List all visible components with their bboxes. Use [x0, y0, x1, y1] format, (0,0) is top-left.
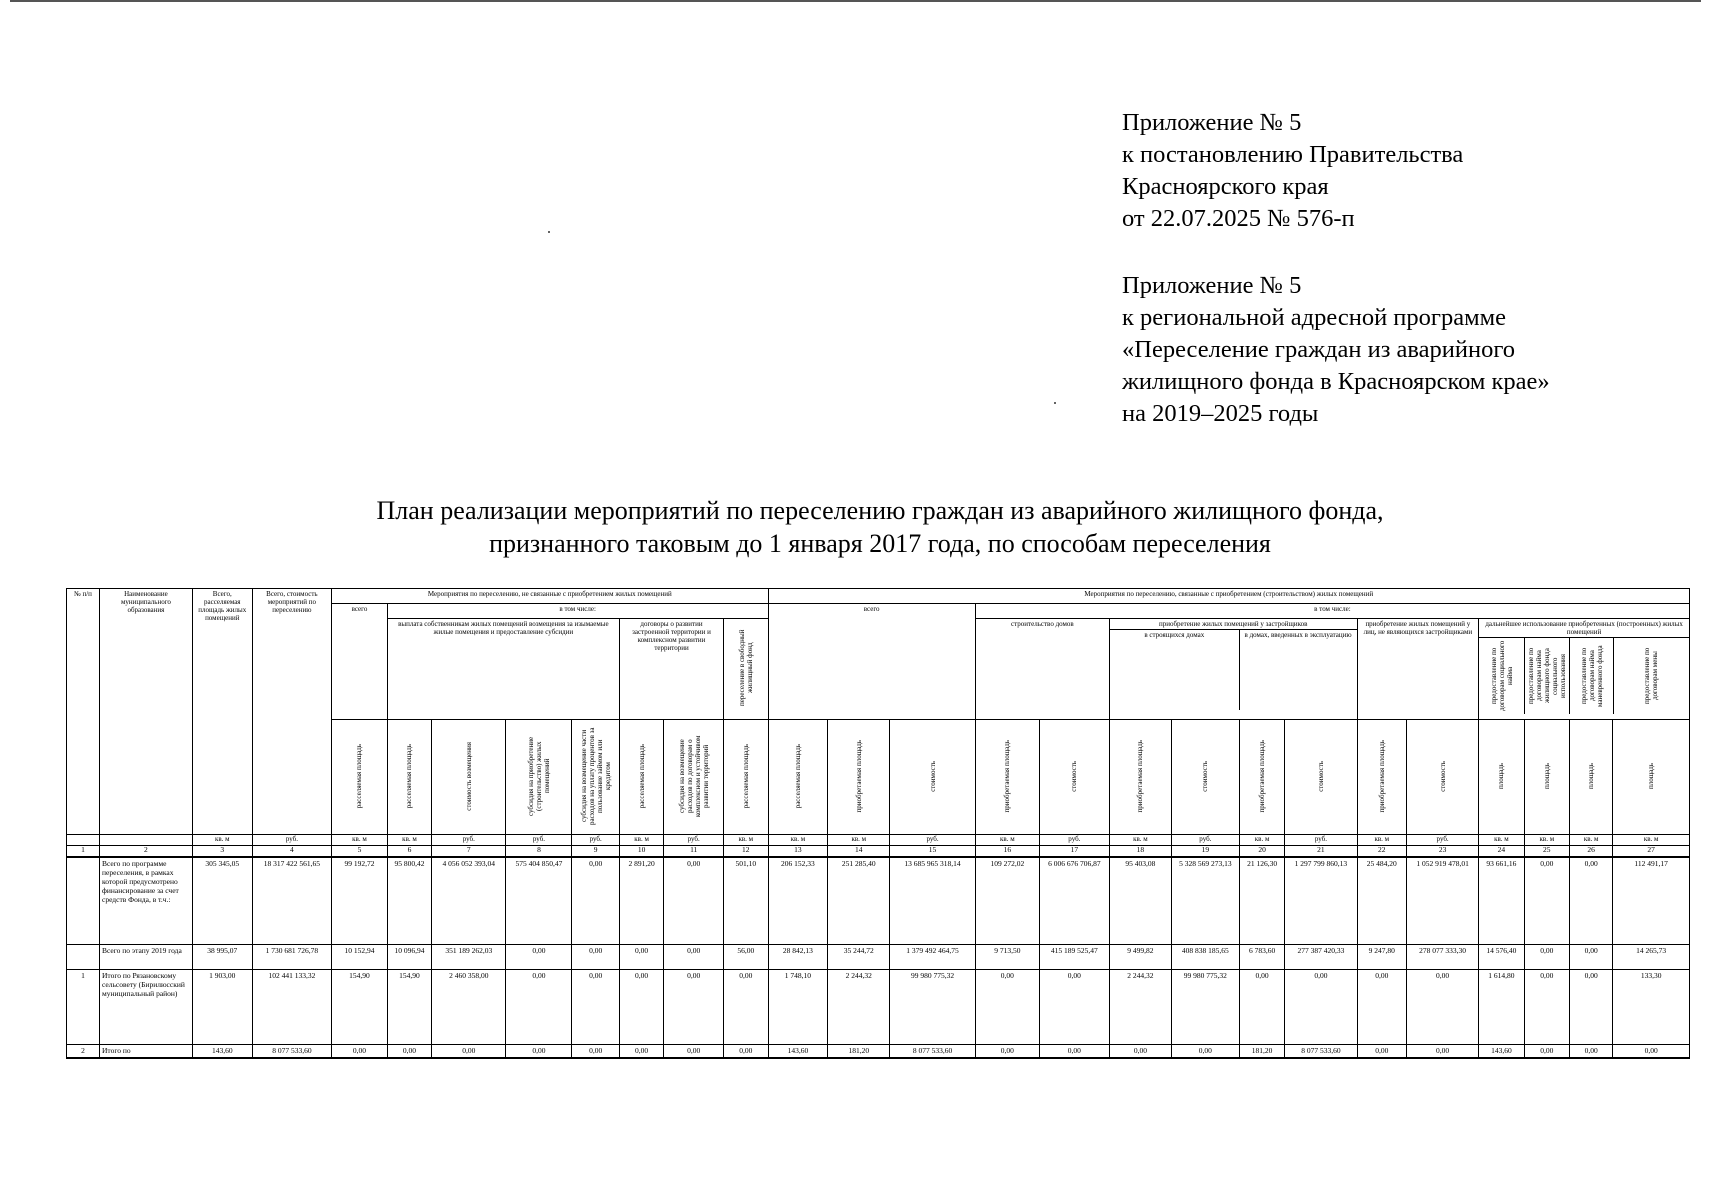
col-number: 25 — [1524, 846, 1569, 858]
col-header-19: стоимость — [1171, 720, 1239, 835]
cell: 9 247,80 — [1357, 945, 1407, 970]
unit-cell: кв. м — [1357, 835, 1407, 846]
cell: 0,00 — [724, 970, 768, 1045]
cell: 0,00 — [1357, 970, 1407, 1045]
cell: 0,00 — [572, 1045, 619, 1059]
cell: 143,60 — [768, 1045, 828, 1059]
relocation-plan-table — [66, 588, 1690, 1059]
header-b-use-sub — [1479, 638, 1689, 714]
cell: 1 903,00 — [192, 970, 252, 1045]
header-g25: предоставление по договорам найма жилищного фонда социального использования — [1525, 638, 1571, 714]
unit-cell: кв. м — [1524, 835, 1569, 846]
col-number: 6 — [387, 846, 431, 858]
col-header-18: приобретаемая площадь — [1109, 720, 1171, 835]
unit-cell: руб. — [664, 835, 724, 846]
cell: 0,00 — [1171, 1045, 1239, 1059]
cell: 143,60 — [192, 1045, 252, 1059]
units-row — [67, 835, 1690, 846]
cell: 0,00 — [1407, 1045, 1479, 1059]
unit-cell: руб. — [252, 835, 331, 846]
unit-cell: руб. — [506, 835, 572, 846]
col-header-6: расселяемая площадь — [387, 720, 431, 835]
header-b-dev-build: в строящихся домах — [1110, 630, 1240, 710]
cell: 415 189 525,47 — [1039, 945, 1109, 970]
col-number: 14 — [828, 846, 890, 858]
unit-cell: кв. м — [192, 835, 252, 846]
cell: 2 460 358,00 — [432, 970, 506, 1045]
cell: 1 379 492 464,75 — [890, 945, 976, 970]
scan-speck — [1054, 402, 1056, 404]
unit-cell: руб. — [890, 835, 976, 846]
table-header-row — [67, 589, 1690, 604]
cell: 112 491,17 — [1613, 857, 1690, 945]
header-a-incl: в том числе: — [387, 604, 768, 619]
header-line: Приложение № 5 — [1122, 109, 1302, 136]
unit-cell: кв. м — [387, 835, 431, 846]
col-number: 12 — [724, 846, 768, 858]
document-title — [40, 494, 1711, 560]
cell: 0,00 — [506, 1045, 572, 1059]
col-number: 3 — [192, 846, 252, 858]
col-number: 21 — [1285, 846, 1357, 858]
group-header-acquisition: Мероприятия по переселению, связанные с приобретением (строительством) жилых помещений — [768, 589, 1690, 604]
cell: 305 345,05 — [192, 857, 252, 945]
col-header-12: расселяемая площадь — [724, 720, 768, 835]
col-number: 9 — [572, 846, 619, 858]
cell: 0,00 — [619, 945, 663, 970]
cell: 0,00 — [572, 857, 619, 945]
col-header-22: приобретаемая площадь — [1357, 720, 1407, 835]
cell: 278 077 333,30 — [1407, 945, 1479, 970]
col-header-5: расселяемая площадь — [332, 720, 388, 835]
cell: 0,00 — [619, 1045, 663, 1059]
cell: 0,00 — [975, 1045, 1039, 1059]
header-line: жилищного фонда в Красноярском крае» — [1122, 368, 1550, 395]
title-line-2: признанного таковым до 1 января 2017 года, по способам переселения — [489, 529, 1271, 558]
cell: 9 499,82 — [1109, 945, 1171, 970]
header-line: Приложение № 5 — [1122, 272, 1302, 299]
col-header-24: площадь — [1479, 720, 1524, 835]
col-number: 23 — [1407, 846, 1479, 858]
column-numbers-row — [67, 846, 1690, 858]
unit-cell: кв. м — [1239, 835, 1284, 846]
col-header-26: площадь — [1570, 720, 1613, 835]
cell: 0,00 — [1570, 945, 1613, 970]
col-header-9: субсидия на возмещение части расходов на уплату процентов за пользование займом или кредитом — [572, 720, 619, 835]
unit-cell: кв. м — [1570, 835, 1613, 846]
col-header-17: стоимость — [1039, 720, 1109, 835]
cell: 143,60 — [1479, 1045, 1524, 1059]
col-number: 20 — [1239, 846, 1284, 858]
unit-cell: кв. м — [975, 835, 1039, 846]
cell: 0,00 — [975, 970, 1039, 1045]
cell: 14 265,73 — [1613, 945, 1690, 970]
col-number: 22 — [1357, 846, 1407, 858]
col-header-total-area: Всего, расселяемая площадь жилых помещений — [192, 589, 252, 835]
cell: 6 783,60 — [1239, 945, 1284, 970]
unit-cell: кв. м — [1109, 835, 1171, 846]
cell: 206 152,33 — [768, 857, 828, 945]
cell: 277 387 420,33 — [1285, 945, 1357, 970]
row-name: Всего по программе переселения, в рамках которой предусмотрено финансирование за счет средств Фонда, в т.ч.: — [100, 857, 193, 945]
cell: 56,00 — [724, 945, 768, 970]
table-row — [67, 945, 1690, 970]
col-number: 15 — [890, 846, 976, 858]
unit-cell: кв. м — [828, 835, 890, 846]
cell: 0,00 — [724, 1045, 768, 1059]
header-g26: предоставление по договорам найма маневренного фонда — [1570, 638, 1614, 714]
header-g24: предоставление по договорам социального найма — [1479, 638, 1525, 714]
col-header-14: приобретаемая площадь — [828, 720, 890, 835]
unit-cell: руб. — [1407, 835, 1479, 846]
cell: 1 730 681 726,78 — [252, 945, 331, 970]
col-header-21: стоимость — [1285, 720, 1357, 835]
cell: 1 052 919 478,01 — [1407, 857, 1479, 945]
cell: 251 285,40 — [828, 857, 890, 945]
scan-top-edge-line — [10, 0, 1701, 2]
header-b-incl: в том числе: — [975, 604, 1689, 619]
resolution-appendix-header — [1122, 107, 1682, 235]
cell: 0,00 — [1039, 1045, 1109, 1059]
cell: 0,00 — [1039, 970, 1109, 1045]
program-appendix-header — [1122, 270, 1682, 430]
col-number: 7 — [432, 846, 506, 858]
cell: 1 748,10 — [768, 970, 828, 1045]
cell: 99 192,72 — [332, 857, 388, 945]
header-b-dev-sub — [1110, 630, 1357, 710]
cell: 6 006 676 706,87 — [1039, 857, 1109, 945]
col-number: 11 — [664, 846, 724, 858]
col-number: 4 — [252, 846, 331, 858]
cell: 575 404 850,47 — [506, 857, 572, 945]
cell: 18 317 422 561,65 — [252, 857, 331, 945]
cell: 0,00 — [1570, 857, 1613, 945]
unit-cell: руб. — [1039, 835, 1109, 846]
col-header-name: Наименование муниципального образования — [100, 589, 193, 835]
col-header-11: субсидия на возмещение расходов по договорам о комплексном и устойчивом развитии территорий — [664, 720, 724, 835]
cell: 408 838 185,65 — [1171, 945, 1239, 970]
col-header-27: площадь — [1613, 720, 1690, 835]
cell: 0,00 — [1239, 970, 1284, 1045]
row-name: Итого по — [100, 1045, 193, 1059]
cell: 25 484,20 — [1357, 857, 1407, 945]
header-b-dev — [1109, 619, 1357, 720]
cell: 0,00 — [1285, 970, 1357, 1045]
col-number: 5 — [332, 846, 388, 858]
table-row — [67, 970, 1690, 1045]
scan-speck — [548, 231, 550, 233]
cell: 0,00 — [664, 857, 724, 945]
title-line-1: План реализации мероприятий по переселению граждан из аварийного жилищного фонда, — [376, 496, 1384, 525]
cell: 93 661,16 — [1479, 857, 1524, 945]
row-num: 2 — [67, 1045, 100, 1059]
cell: 35 244,72 — [828, 945, 890, 970]
cell: 95 800,42 — [387, 857, 431, 945]
cell: 0,00 — [1357, 1045, 1407, 1059]
cell: 0,00 — [1524, 970, 1569, 1045]
cell: 0,00 — [1407, 970, 1479, 1045]
cell: 0,00 — [506, 970, 572, 1045]
unit-cell: руб. — [572, 835, 619, 846]
row-name: Итого по Рязановскому сельсовету (Бирилюсский муниципальный район) — [100, 970, 193, 1045]
unit-cell: руб. — [1285, 835, 1357, 846]
table-row — [67, 857, 1690, 945]
col-header-16: приобретаемая площадь — [975, 720, 1039, 835]
cell: 0,00 — [1109, 1045, 1171, 1059]
header-b-dev-exist: в домах, введенных в эксплуатацию — [1244, 631, 1352, 639]
cell: 154,90 — [332, 970, 388, 1045]
cell: 133,30 — [1613, 970, 1690, 1045]
col-header-7: стоимость возмещения — [432, 720, 506, 835]
cell: 181,20 — [828, 1045, 890, 1059]
cell: 99 980 775,32 — [1171, 970, 1239, 1045]
row-num: 1 — [67, 970, 100, 1045]
col-header-13: расселяемая площадь — [768, 720, 828, 835]
cell: 2 244,32 — [828, 970, 890, 1045]
cell: 9 713,50 — [975, 945, 1039, 970]
col-number: 17 — [1039, 846, 1109, 858]
col-number: 18 — [1109, 846, 1171, 858]
col-header-8: субсидия на приобретение (строительство) жилых помещений — [506, 720, 572, 835]
col-header-num: № п/п — [67, 589, 100, 835]
col-number: 8 — [506, 846, 572, 858]
col-number: 10 — [619, 846, 663, 858]
unit-cell — [100, 835, 193, 846]
col-header-25: площадь — [1524, 720, 1569, 835]
cell: 1 297 799 860,13 — [1285, 857, 1357, 945]
col-number: 27 — [1613, 846, 1690, 858]
header-b-use — [1479, 619, 1690, 720]
cell: 8 077 533,60 — [890, 1045, 976, 1059]
cell: 2 244,32 — [1109, 970, 1171, 1045]
col-number: 24 — [1479, 846, 1524, 858]
cell: 8 077 533,60 — [1285, 1045, 1357, 1059]
cell: 0,00 — [1570, 970, 1613, 1045]
cell: 0,00 — [1524, 857, 1569, 945]
cell: 0,00 — [1570, 1045, 1613, 1059]
header-b-dev-label: приобретение жилых помещений у застройщиков — [1110, 619, 1357, 630]
header-line: к региональной адресной программе — [1122, 304, 1506, 331]
cell: 5 328 569 273,13 — [1171, 857, 1239, 945]
cell: 0,00 — [387, 1045, 431, 1059]
unit-cell: кв. м — [619, 835, 663, 846]
col-number: 2 — [100, 846, 193, 858]
unit-cell — [67, 835, 100, 846]
cell: 21 126,30 — [1239, 857, 1284, 945]
unit-cell: руб. — [1171, 835, 1239, 846]
cell: 13 685 965 318,14 — [890, 857, 976, 945]
cell: 0,00 — [506, 945, 572, 970]
cell: 0,00 — [432, 1045, 506, 1059]
header-line: от 22.07.2025 № 576-п — [1122, 205, 1355, 232]
unit-cell: кв. м — [1479, 835, 1524, 846]
col-number: 26 — [1570, 846, 1613, 858]
header-line: к постановлению Правительства — [1122, 141, 1464, 168]
col-number: 19 — [1171, 846, 1239, 858]
cell: 95 403,08 — [1109, 857, 1171, 945]
header-b-total: всего — [768, 604, 975, 720]
cell: 351 189 262,03 — [432, 945, 506, 970]
col-header-total-cost: Всего, стоимость мероприятий по переселению — [252, 589, 331, 835]
unit-cell: руб. — [432, 835, 506, 846]
cell: 4 056 052 393,04 — [432, 857, 506, 945]
header-b-build: строительство домов — [975, 619, 1109, 720]
col-header-20: приобретаемая площадь — [1239, 720, 1284, 835]
cell: 28 842,13 — [768, 945, 828, 970]
cell: 0,00 — [572, 945, 619, 970]
cell: 0,00 — [332, 1045, 388, 1059]
row-num — [67, 857, 100, 945]
header-a-total: всего — [332, 604, 388, 720]
cell: 0,00 — [572, 970, 619, 1045]
header-g27: предоставление по договорам мены — [1643, 647, 1660, 705]
col-header-23: стоимость — [1407, 720, 1479, 835]
cell: 0,00 — [1524, 945, 1569, 970]
cell: 10 096,94 — [387, 945, 431, 970]
cell: 0,00 — [1613, 1045, 1690, 1059]
header-line: Красноярского края — [1122, 173, 1329, 200]
unit-cell: кв. м — [1613, 835, 1690, 846]
cell: 99 980 775,32 — [890, 970, 976, 1045]
cell: 0,00 — [619, 970, 663, 1045]
header-line: «Переселение граждан из аварийного — [1122, 336, 1516, 363]
table-row — [67, 1045, 1690, 1059]
cell: 0,00 — [1524, 1045, 1569, 1059]
col-header-10: расселяемая площадь — [619, 720, 663, 835]
header-a-contracts: договоры о развитии застроенной территории и комплексном развитии территории — [619, 619, 723, 720]
cell: 38 995,07 — [192, 945, 252, 970]
col-number: 13 — [768, 846, 828, 858]
cell: 501,10 — [724, 857, 768, 945]
cell: 109 272,02 — [975, 857, 1039, 945]
cell: 0,00 — [664, 1045, 724, 1059]
header-a-free-text: переселение в свободный жилищный фонд — [737, 629, 754, 707]
unit-cell: кв. м — [768, 835, 828, 846]
header-a-payout: выплата собственникам жилых помещений возмещения за изымаемые жилые помещения и предоставление субсидии — [387, 619, 619, 720]
header-b-nondev: приобретение жилых помещений у лиц, не являющихся застройщиками — [1357, 619, 1479, 720]
col-header-15: стоимость — [890, 720, 976, 835]
cell: 0,00 — [664, 945, 724, 970]
cell: 0,00 — [664, 970, 724, 1045]
col-number: 16 — [975, 846, 1039, 858]
cell: 181,20 — [1239, 1045, 1284, 1059]
unit-cell: кв. м — [724, 835, 768, 846]
group-header-not-acquisition: Мероприятия по переселению, не связанные с приобретением жилых помещений — [332, 589, 768, 604]
unit-cell: кв. м — [332, 835, 388, 846]
row-num — [67, 945, 100, 970]
cell: 8 077 533,60 — [252, 1045, 331, 1059]
cell: 14 576,40 — [1479, 945, 1524, 970]
cell: 1 614,80 — [1479, 970, 1524, 1045]
header-line: на 2019–2025 годы — [1122, 400, 1319, 427]
cell: 154,90 — [387, 970, 431, 1045]
cell: 10 152,94 — [332, 945, 388, 970]
cell: 102 441 133,32 — [252, 970, 331, 1045]
header-b-use-label: дальнейшее использование приобретенных (построенных) жилых помещений — [1479, 619, 1689, 638]
header-a-free — [724, 619, 768, 720]
col-number: 1 — [67, 846, 100, 858]
row-name: Всего по этапу 2019 года — [100, 945, 193, 970]
cell: 2 891,20 — [619, 857, 663, 945]
